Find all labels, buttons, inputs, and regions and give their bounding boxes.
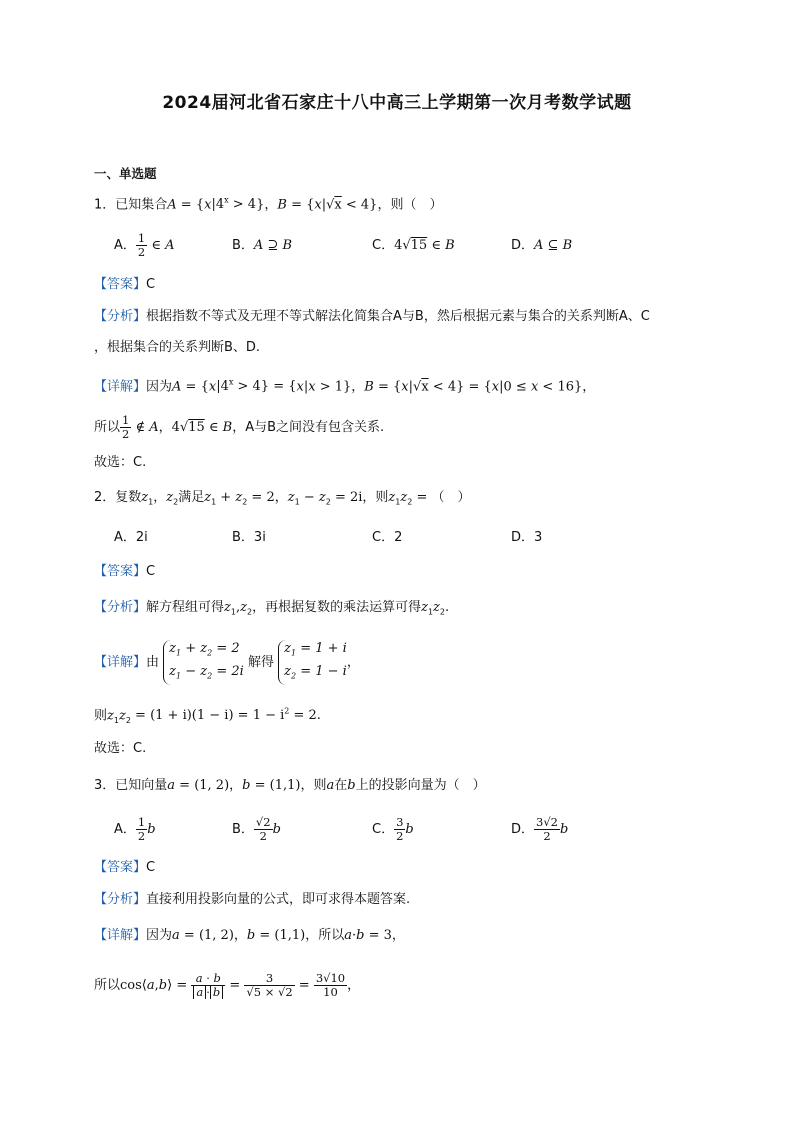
q2-option-c[interactable]: C．2 (372, 530, 403, 545)
q1-stem: 1．已知集合$A = \{x|4^x > 4\}$，B = {x|√x < 4}，则（ ） (94, 196, 443, 213)
q3-answer: 【答案】C (94, 860, 156, 875)
q2-conclusion: 故选：C. (94, 741, 147, 756)
q1-detail-line2: 所以 $\frac{1}{2}$ ∉ A，4√15 ∈ B，A与B之间没有包含关系. (94, 413, 385, 441)
q3-option-a[interactable]: A． $\frac{1}{2}$ b (114, 815, 156, 843)
q3-option-b[interactable]: B． $\frac{√2}{2}$ b (232, 815, 281, 843)
q1-option-a[interactable]: A． $\frac{1}{2}$ ∈ A (114, 231, 175, 259)
q1-option-b[interactable]: B．A ⊇ B (232, 238, 293, 253)
q3-stem: 3．已知向量a = (1, 2)，b = (1,1)，则a在b上的投影向量为（ ） (94, 778, 486, 793)
q2-option-a[interactable]: A．2i (114, 530, 148, 545)
q3-detail-line1: 【详解】因为a = (1, 2)，b = (1,1)，所以a·b = 3， (94, 928, 405, 943)
q1-analysis-line2: ，根据集合的关系判断B、D. (94, 340, 261, 355)
q2-answer: 【答案】C (94, 564, 156, 579)
q1-analysis-line1: 【分析】根据指数不等式及无理不等式解法化简集合A与B，然后根据元素与集合的关系判断A、C (94, 309, 650, 324)
q1-detail-line1: 【详解】因为$A = \{x|4^x > 4\} = \{x|x > 1\}$，B = {x|√x < 4} = {x|0 ≤ x < 16}， (94, 378, 596, 395)
q2-option-d[interactable]: D．3 (511, 530, 543, 545)
q2-analysis: 【分析】解方程组可得$z_1,z_2$，再根据复数的乘法运算可得$z_1z_2$. (94, 600, 450, 617)
q1-option-d[interactable]: D．A ⊆ B (511, 238, 573, 253)
q1-option-c[interactable]: C．4√15 ∈ B (372, 238, 455, 253)
q2-detail-line2: 则$z_1z_2 = (1 + i)(1 - i) = 1 - i^2 = 2$. (94, 707, 321, 725)
q1-answer: 【答案】C (94, 277, 156, 292)
q1-conclusion: 故选：C. (94, 455, 147, 470)
q2-detail-line1: 【详解】由 $z_1 + z_2 = 2$ $z_1 - z_2 = 2i$ 解得 $z_1 = 1 + i$ $z_2 = 1 - i$ ， (94, 640, 360, 685)
q3-option-c[interactable]: C． $\frac{3}{2}$ b (372, 815, 414, 843)
q2-stem: 2．复数$z_1$，$z_2$满足$z_1 + z_2 = 2$，$z_1 - z_2 = 2i$，则$z_1z_2$ = （ ） (94, 490, 471, 507)
q3-analysis: 【分析】直接利用投影向量的公式，即可求得本题答案. (94, 892, 411, 907)
section-heading: 一、单选题 (94, 166, 157, 181)
q3-detail-line2: 所以cos⟨a,b⟩ = $\frac{a \cdot b}{a \cdot b}$ = $\frac{3}{√5 \times √2}$ = $\frac{3√10}{10}$ ， (94, 971, 361, 999)
page-title: 2024届河北省石家庄十八中高三上学期第一次月考数学试题 (162, 93, 632, 113)
q2-option-b[interactable]: B．3i (232, 530, 266, 545)
q3-option-d[interactable]: D． $\frac{3√2}{2}$ b (511, 815, 569, 843)
